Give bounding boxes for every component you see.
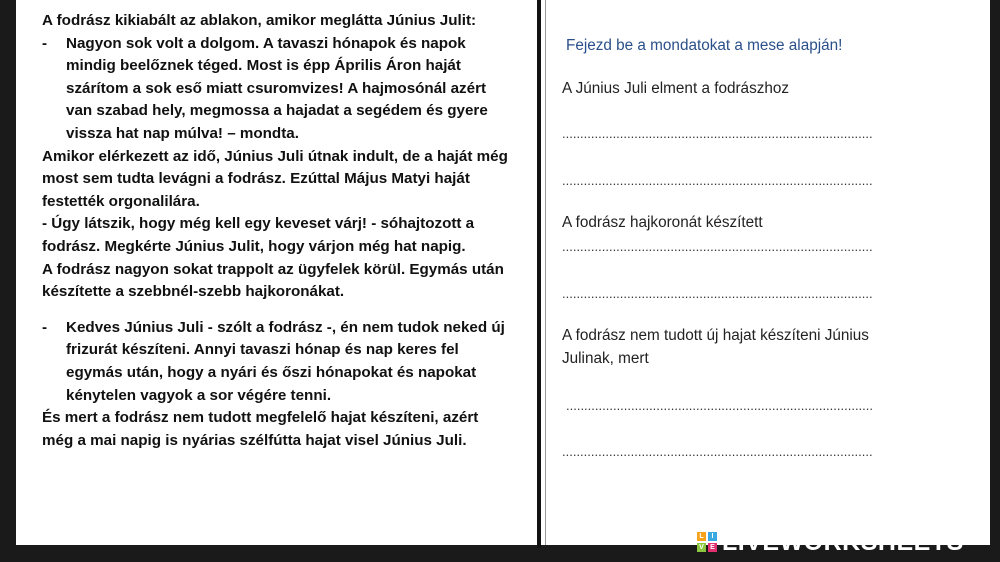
story-speech-1-text: Nagyon sok volt a dolgom. A tavaszi hónapok és napok mindig beelőznek téged. Most is épp Április Áron haját szárítom a sok eső miatt csuromvizes! A hajmosónál azért van szabad hely, megmossa a hajadat a segédem és gyere vissza hat nap múlva! – mondta. [66,34,488,142]
brand-name: LIVEWORKSHEETS [722,527,964,556]
answer-line-3a[interactable]: ..................................................................................... [566,398,874,413]
answer-line-2a[interactable]: ...................................................................................... [562,239,873,254]
logo-icon [697,532,717,552]
logo-mark-l: L [697,532,706,541]
answer-line-3b[interactable]: ...................................................................................... [562,444,873,459]
story-speech-2 [42,317,512,407]
story-intro: A fodrász kikiabált az ablakon, amikor meglátta Június Julit: [42,12,477,29]
story-paragraph-5: És mert a fodrász nem tudott megfelelő hajat készíteni, azért még a mai napig is nyárias szélfútta hajat visel Június Juli. [42,409,479,449]
worksheet-page [16,0,990,545]
question-2: A fodrász hajkoronát készített [562,214,763,231]
story-paragraph-3: - Úgy látszik, hogy még kell egy keveset várj! - sóhajtozott a fodrász. Megkérte Június Julit, hogy várjon még hat napig. [42,215,475,255]
logo-mark-e: E [708,543,717,552]
story-speech-2-text: Kedves Június Juli - szólt a fodrász -, én nem tudok neked új frizurát készíteni. Annyi tavaszi hónap és nap keres fel egymás után, hogy a nyári és őszi hónapokat és napokat kénytelen vagyok a sor végére tenni. [66,318,505,404]
story-speech-1 [42,33,512,146]
page-divider [537,0,541,548]
question-1: A Június Juli elment a fodrászhoz [562,80,790,97]
task-title: Fejezd be a mondatokat a mese alapján! [566,37,843,54]
story-text [42,10,512,452]
question-3: A fodrász nem tudott új hajat készíteni Június Julinak, mert [562,327,869,367]
liveworksheets-logo[interactable] [697,528,964,556]
story-paragraph-4: A fodrász nagyon sokat trappolt az ügyfelek körül. Egymás után készítette a szebbnél-szebb hajkoronákat. [42,260,504,301]
dash-marker: - [42,34,48,52]
answer-line-1b[interactable]: ...................................................................................... [562,173,873,188]
answer-line-1a[interactable]: ...................................................................................... [562,126,873,141]
dash-marker: - [42,318,48,336]
logo-mark-v: V [697,543,706,552]
frame-right [990,0,1000,562]
frame-left [0,0,16,562]
story-paragraph-2: Amikor elérkezett az idő, Június Juli útnak indult, de a haját még most sem tudta levágni a fodrász. Ezúttal Május Matyi haját festették orgonalilára. [42,147,508,210]
page-divider-shadow [545,0,546,545]
spacer [42,304,512,317]
answer-line-2b[interactable]: ...................................................................................... [562,286,873,301]
logo-mark-i: I [708,532,717,541]
